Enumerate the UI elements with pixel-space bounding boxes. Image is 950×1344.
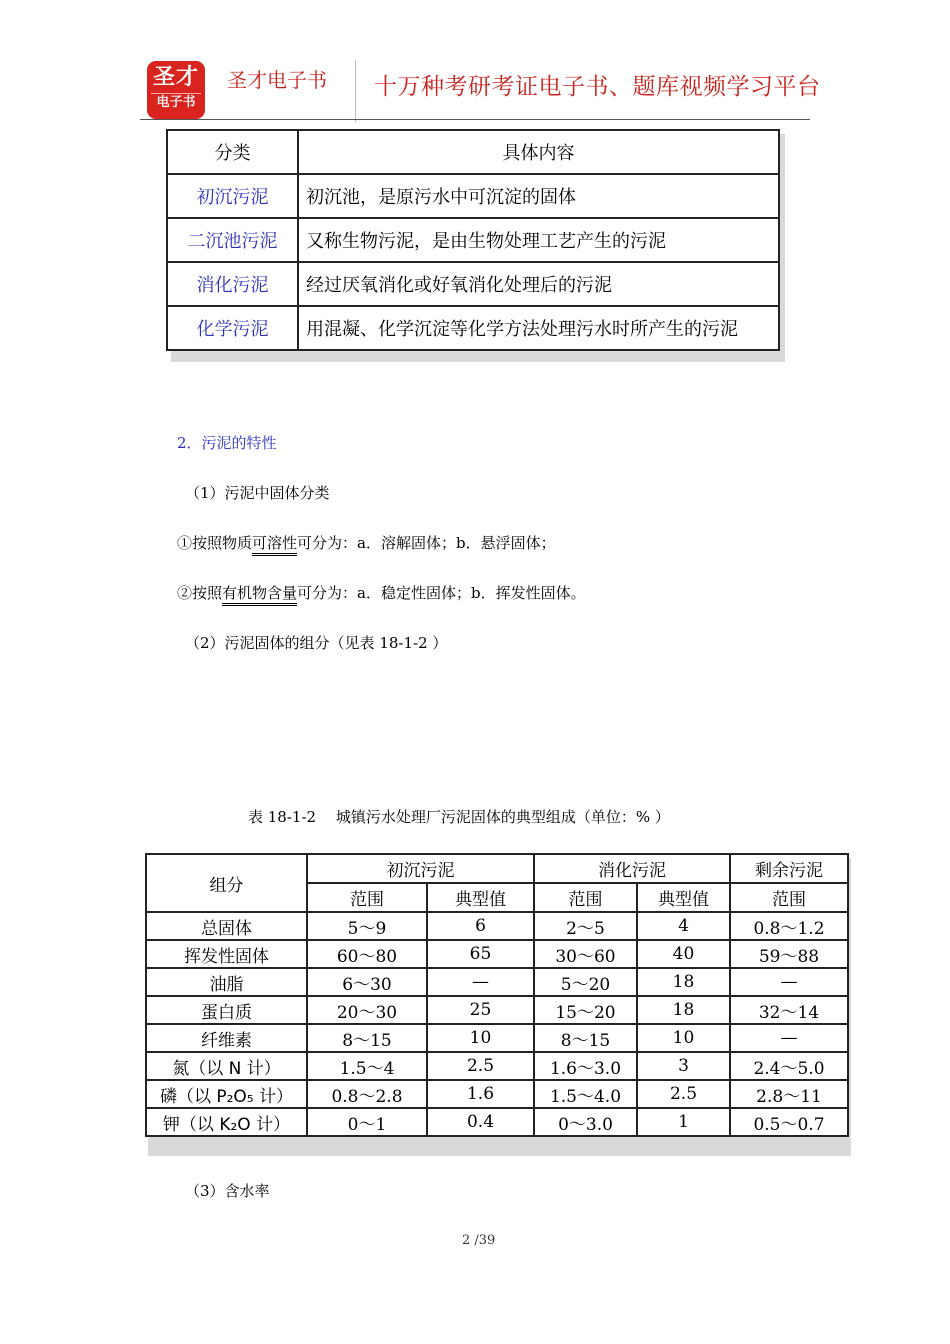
table-row bbox=[146, 996, 848, 1024]
subheader-range: 范围 bbox=[534, 883, 637, 912]
component-name-cell: 总固体 bbox=[146, 912, 307, 940]
component-name-cell: 氮（以 N 计） bbox=[146, 1052, 307, 1080]
sludge-composition-table bbox=[145, 853, 849, 1137]
table-row bbox=[146, 912, 848, 940]
subheader-range: 范围 bbox=[730, 883, 848, 912]
category-cell: 消化污泥 bbox=[167, 262, 298, 306]
table-body bbox=[146, 912, 848, 1136]
paragraph-organic-content bbox=[177, 582, 586, 603]
section-heading: 2．污泥的特性 bbox=[177, 434, 277, 452]
value-cell: 1.6～3.0 bbox=[534, 1052, 637, 1080]
component-name-cell: 磷（以 P₂O₅ 计） bbox=[146, 1080, 307, 1108]
content-cell: 用混凝、化学沉淀等化学方法处理污水时所产生的污泥 bbox=[298, 306, 779, 350]
header-group: 剩余污泥 bbox=[730, 854, 848, 883]
value-cell: — bbox=[427, 968, 534, 996]
value-cell: 6～30 bbox=[307, 968, 427, 996]
table-row bbox=[146, 968, 848, 996]
table-caption: 表 18-1-2 城镇污水处理厂污泥固体的典型组成（单位：% ） bbox=[248, 808, 670, 826]
header-rule bbox=[140, 119, 810, 120]
value-cell: 8～15 bbox=[307, 1024, 427, 1052]
value-cell: 10 bbox=[427, 1024, 534, 1052]
paragraph-composition: （2）污泥固体的组分（见表 18-1-2 ） bbox=[185, 634, 448, 652]
underlined-term: 有机物含量 bbox=[222, 584, 297, 606]
value-cell: 0～3.0 bbox=[534, 1108, 637, 1136]
header-content: 具体内容 bbox=[298, 130, 779, 174]
value-cell: 18 bbox=[637, 968, 730, 996]
value-cell: 4 bbox=[637, 912, 730, 940]
component-name-cell: 蛋白质 bbox=[146, 996, 307, 1024]
table-row bbox=[167, 262, 779, 306]
table-row bbox=[146, 1024, 848, 1052]
text-segment: 可分为：a．稳定性固体；b．挥发性固体。 bbox=[297, 584, 586, 602]
value-cell: 2.5 bbox=[637, 1080, 730, 1108]
value-cell: 0.5～0.7 bbox=[730, 1108, 848, 1136]
value-cell: 32～14 bbox=[730, 996, 848, 1024]
component-name-cell: 纤维素 bbox=[146, 1024, 307, 1052]
value-cell: 1 bbox=[637, 1108, 730, 1136]
table-row bbox=[146, 1052, 848, 1080]
paragraph-solid-classification: （1）污泥中固体分类 bbox=[185, 484, 330, 502]
value-cell: 0.8～1.2 bbox=[730, 912, 848, 940]
content-cell: 初沉池，是原污水中可沉淀的固体 bbox=[298, 174, 779, 218]
brand-name: 圣才电子书 bbox=[227, 68, 327, 92]
paragraph-water-content: （3）含水率 bbox=[185, 1182, 270, 1200]
content-cell: 经过厌氧消化或好氧消化处理后的污泥 bbox=[298, 262, 779, 306]
value-cell: 1.6 bbox=[427, 1080, 534, 1108]
logo-line1: 圣才 bbox=[152, 65, 199, 90]
category-cell: 二沉池污泥 bbox=[167, 218, 298, 262]
category-cell: 初沉污泥 bbox=[167, 174, 298, 218]
component-name-cell: 油脂 bbox=[146, 968, 307, 996]
sludge-category-table bbox=[166, 129, 780, 351]
table-header-row bbox=[167, 130, 779, 174]
value-cell: 60～80 bbox=[307, 940, 427, 968]
component-name-cell: 挥发性固体 bbox=[146, 940, 307, 968]
value-cell: 1.5～4.0 bbox=[534, 1080, 637, 1108]
value-cell: 2.5 bbox=[427, 1052, 534, 1080]
text-segment: ②按照 bbox=[177, 584, 223, 602]
subheader-typical: 典型值 bbox=[427, 883, 534, 912]
component-name-cell: 钾（以 K₂O 计） bbox=[146, 1108, 307, 1136]
value-cell: 0.8～2.8 bbox=[307, 1080, 427, 1108]
table-row bbox=[167, 306, 779, 350]
value-cell: 15～20 bbox=[534, 996, 637, 1024]
text-segment: ①按照物质 bbox=[177, 534, 253, 552]
value-cell: 2.4～5.0 bbox=[730, 1052, 848, 1080]
subheader-typical: 典型值 bbox=[637, 883, 730, 912]
header-category: 分类 bbox=[167, 130, 298, 174]
value-cell: 5～20 bbox=[534, 968, 637, 996]
value-cell: 65 bbox=[427, 940, 534, 968]
underlined-term: 可溶性 bbox=[252, 534, 297, 556]
logo-line2: 电子书 bbox=[151, 93, 201, 112]
table-row bbox=[146, 1108, 848, 1136]
header-component: 组分 bbox=[146, 854, 307, 912]
logo bbox=[147, 61, 205, 119]
category-cell: 化学污泥 bbox=[167, 306, 298, 350]
value-cell: 0.4 bbox=[427, 1108, 534, 1136]
value-cell: 2.8～11 bbox=[730, 1080, 848, 1108]
value-cell: 40 bbox=[637, 940, 730, 968]
paragraph-solubility bbox=[177, 532, 556, 553]
value-cell: 10 bbox=[637, 1024, 730, 1052]
value-cell: 30～60 bbox=[534, 940, 637, 968]
value-cell: 18 bbox=[637, 996, 730, 1024]
header-group: 消化污泥 bbox=[534, 854, 730, 883]
table-header-row bbox=[146, 854, 848, 883]
value-cell: 3 bbox=[637, 1052, 730, 1080]
content-cell: 又称生物污泥，是由生物处理工艺产生的污泥 bbox=[298, 218, 779, 262]
table-row bbox=[167, 218, 779, 262]
table-row bbox=[167, 174, 779, 218]
table-row bbox=[146, 1080, 848, 1108]
value-cell: 25 bbox=[427, 996, 534, 1024]
value-cell: — bbox=[730, 1024, 848, 1052]
header-group: 初沉污泥 bbox=[307, 854, 534, 883]
value-cell: 6 bbox=[427, 912, 534, 940]
value-cell: 5～9 bbox=[307, 912, 427, 940]
header-slogan: 十万种考研考证电子书、题库视频学习平台 bbox=[374, 74, 821, 100]
header-divider bbox=[355, 60, 356, 122]
text-segment: 可分为：a．溶解固体；b．悬浮固体； bbox=[297, 534, 556, 552]
value-cell: 2～5 bbox=[534, 912, 637, 940]
value-cell: 20～30 bbox=[307, 996, 427, 1024]
value-cell: 1.5～4 bbox=[307, 1052, 427, 1080]
page-number: 2 /39 bbox=[462, 1233, 496, 1248]
subheader-range: 范围 bbox=[307, 883, 427, 912]
value-cell: 8～15 bbox=[534, 1024, 637, 1052]
value-cell: 59～88 bbox=[730, 940, 848, 968]
value-cell: 0～1 bbox=[307, 1108, 427, 1136]
table-row bbox=[146, 940, 848, 968]
value-cell: — bbox=[730, 968, 848, 996]
